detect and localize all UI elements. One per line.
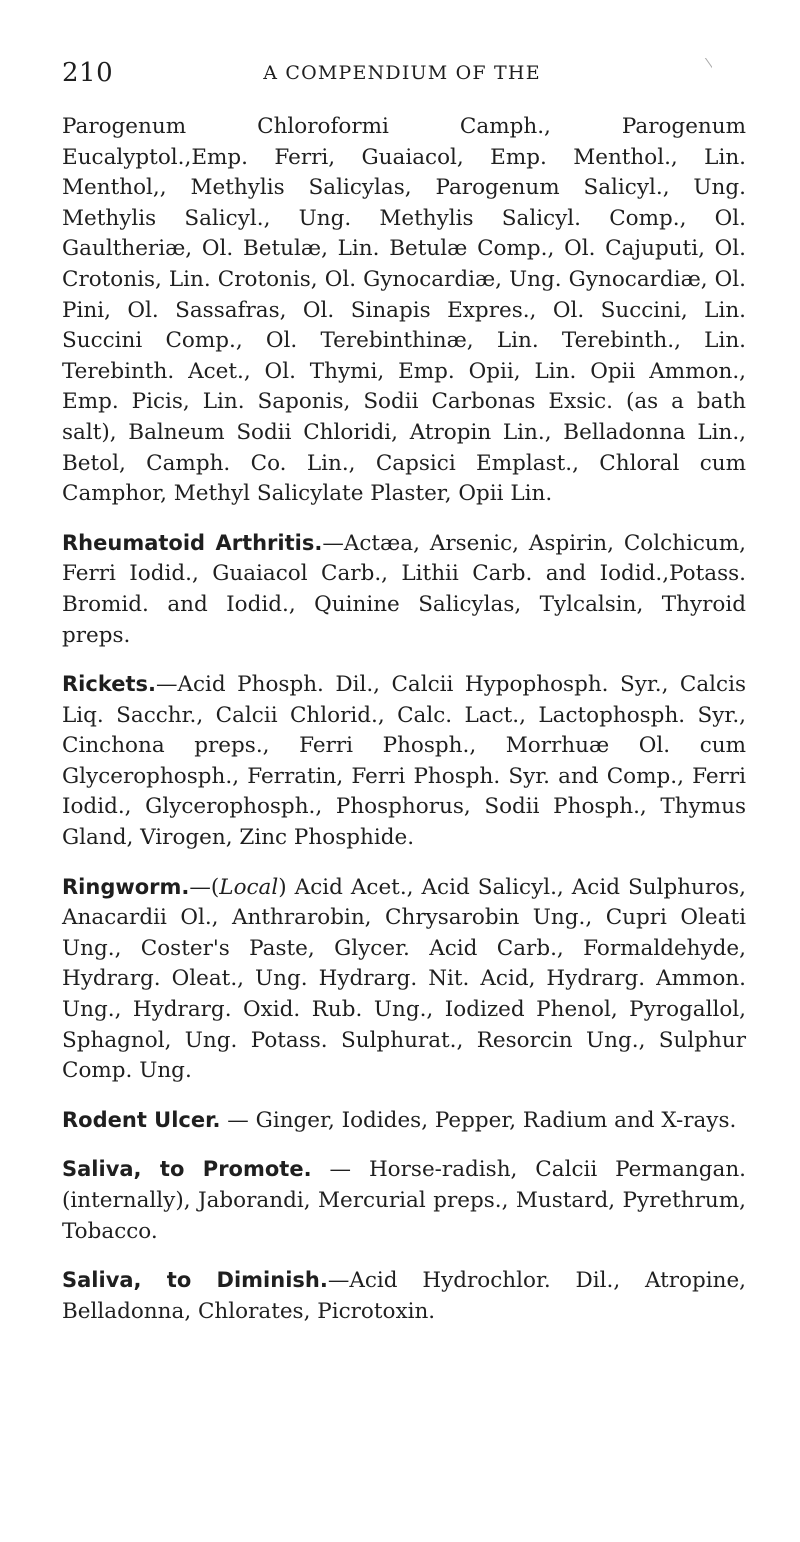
entry-text: Acid Acet., Acid Salicyl., Acid Sulphuros, Anacardii Ol., Anthrarobin, Chrysarobin Ung., Cupri Oleati Ung., Coster's Paste, Glycer. Acid Carb., Formaldehyde, Hydrarg. Oleat., Ung. Hydrarg. Nit. Acid, Hydrarg. Ammon. Ung., Hydrarg. Oxid. Rub. Ung., Iodized Phenol, Pyrogallol, Sphagnol, Ung. Potass. Sulphurat., Resorcin Ung., Sulphur Comp. Ung. — [62, 874, 746, 1084]
running-title: A COMPENDIUM OF THE — [263, 62, 541, 84]
entry-text: Actæa, Arsenic, Aspirin, Colchicum, Ferri Iodid., Guaiacol Carb., Lithii Carb. and Iodid.,Potass. Bromid. and Iodid., Quinine Salicylas, Tylcalsin, Thyroid preps. — [62, 530, 746, 648]
entry-separator: — — [322, 530, 344, 556]
entry-separator: — — [220, 1107, 256, 1133]
entry-text: Parogenum Chloroformi Camph., Parogenum Eucalyptol.,Emp. Ferri, Guaiacol, Emp. Menthol., Lin. Menthol,, Methylis Salicylas, Parogenum Salicyl., Ung. Methylis Salicyl., Ung. Methylis Salicyl. Comp., Ol. Gaultheriæ, Ol. Betulæ, Lin. Betulæ Comp., Ol. Cajuputi, Ol. Crotonis, Lin. Crotonis, Ol. Gynocardiæ, Ung. Gynocardiæ, Ol. Pini, Ol. Sassafras, Ol. Sinapis Expres., Ol. Succini, Lin. Succini Comp., Ol. Terebinthinæ, Lin. Terebinth., Lin. Terebinth. Acet., Ol. Thymi, Emp. Opii, Lin. Opii Ammon., Emp. Picis, Lin. Saponis, Sodii Carbonas Exsic. (as a bath salt), Balneum Sodii Chloridi, Atropin Lin., Belladonna Lin., Betol, Camph. Co. Lin., Capsici Emplast., Chloral cum Camphor, Methyl Salicylate Plaster, Opii Lin. — [62, 114, 746, 507]
entry-text: Acid Phosph. Dil., Calcii Hypophosph. Syr., Calcis Liq. Sacchr., Calcii Chlorid., Calc. Lact., Lactophosph. Syr., Cinchona preps., Ferri Phosph., Morrhuæ Ol. cum Glycerophosph., Ferratin, Ferri Phosph. Syr. and Comp., Ferri Iodid., Glycerophosph., Phosphorus, Sodii Phosph., Thymus Gland, Virogen, Zinc Phosphide. — [62, 672, 746, 851]
entry-rheumatoid-arthritis — [62, 528, 746, 651]
corner-mark — [692, 58, 712, 98]
entry-rickets — [62, 669, 746, 854]
entry-heading: Rheumatoid Arthritis. — [62, 530, 323, 555]
entry-saliva-promote — [62, 1154, 746, 1247]
entry-heading: Ringworm. — [62, 874, 190, 899]
entry-rodent-ulcer — [62, 1105, 746, 1137]
entry-heading: Saliva, to Promote. — [62, 1157, 312, 1182]
entry-text: Acid Hydrochlor. Dil., Atropine, Belladonna, Chlorates, Picrotoxin. — [62, 1268, 747, 1324]
entry-text: Horse-radish, Calcii Permangan. (internally), Jaborandi, Mercurial preps., Mustard, Pyrethrum, Tobacco. — [62, 1157, 746, 1244]
entry-heading: Rodent Ulcer. — [62, 1107, 221, 1132]
entry-separator: — — [155, 672, 178, 698]
entry-qualifier: Local — [219, 874, 279, 900]
entry-heading: Rickets. — [62, 672, 156, 697]
entry-ringworm: Ringworm.—(Local) Acid Acet., Acid Salicyl., Acid Sulphuros, Anacardii Ol., Anthrarobin, Chrysarobin Ung., Cupri Oleati Ung., Coster's Paste, Glycer. Acid Carb., Formaldehyde, Hydrarg. Oleat., Ung. Hydrarg. Nit. Acid, Hydrarg. Ammon. Ung., Hydrarg. Oxid. Rub. Ung., Iodized Phenol, Pyrogallol, Sphagnol, Ung. Potass. Sulphurat., Resorcin Ung., Sulphur Comp. Ung. — [62, 874, 746, 1084]
entry-text: Ginger, Iodides, Pepper, Radium and X-rays. — [255, 1107, 737, 1133]
entry-continuation — [62, 112, 746, 510]
running-head — [62, 58, 742, 98]
page-number: 210 — [62, 58, 114, 88]
body-text — [62, 112, 746, 1345]
entry-separator: — — [311, 1157, 369, 1183]
entry-separator: — — [327, 1268, 350, 1294]
entry-saliva-diminish — [62, 1265, 746, 1327]
entry-heading: Saliva, to Diminish. — [62, 1268, 328, 1293]
entry-separator: — — [189, 874, 211, 900]
